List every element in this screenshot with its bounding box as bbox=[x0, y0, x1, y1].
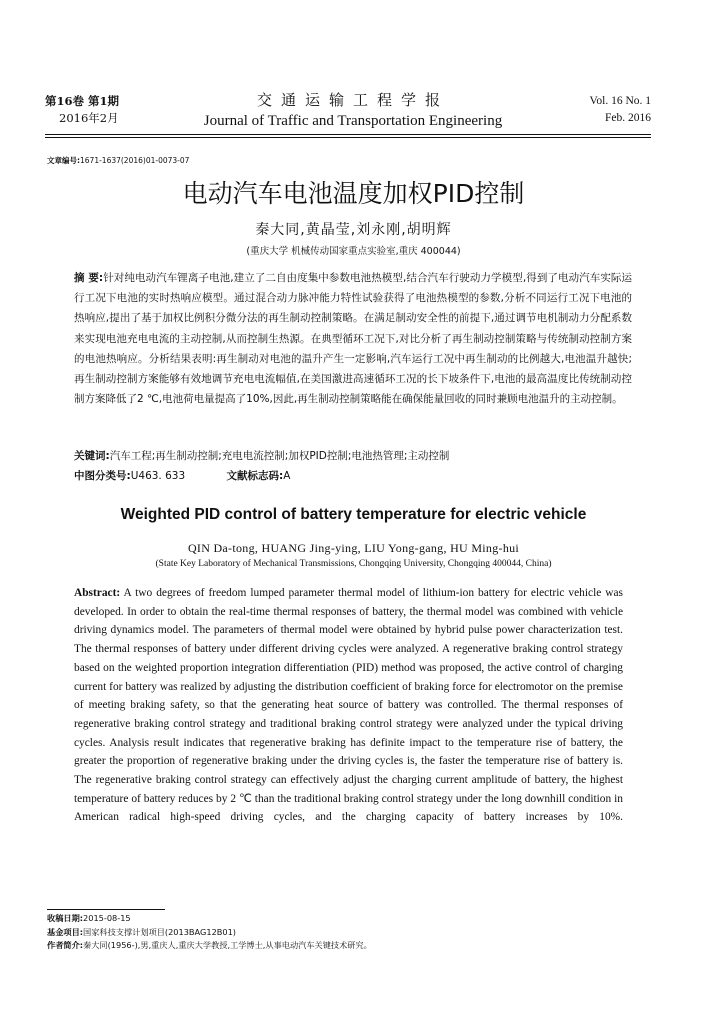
abstract-cn bbox=[74, 268, 632, 409]
abstract-en-label: Abstract: bbox=[74, 587, 121, 599]
paper-title-cn: 电动汽车电池温度加权PID控制 bbox=[182, 179, 525, 208]
volume-issue-cn: 第16卷 第1期 bbox=[45, 94, 120, 108]
abstract-en-text: A two degrees of freedom lumped parameter thermal model of lithium-ion battery for electric vehicle was developed. In order to obtain the real-time thermal responses of battery, the thermal model was combined with vehicle driving dynamics model. The parameters of thermal model were obtained by hybrid pulse power characterization test. The thermal responses of battery under different driving cycles were analyzed. A regenerative braking control strategy based on the weighted proportion integration differentiation (PID) method was proposed, the active control of charging current for battery was realized by adjusting the distribution coefficient of braking force for electromotor on the premise of meeting braking safety, so that the generating heat source of battery was controlled. The thermal responses of regenerative braking control strategy and traditional braking control strategy were analyzed under the typical driving cycles. Analysis result indicates that regenerative braking has definite impact to the temperature rise of battery, the greater the proportion of regenerative braking under the driving cycles is, the faster the temperature rise of battery is. The regenerative braking control strategy can effectively adjust the charging current amplitude of battery, the highest temperature of battery reduces by 2 ℃ than the traditional braking control strategy under the long downhill condition in American radical high-speed driving cycles, and the charging capacity of battery increases by 10%. bbox=[74, 587, 623, 824]
authors-cn: 秦大同,黄晶莹,刘永刚,胡明辉 bbox=[255, 222, 452, 238]
authors-en: QIN Da-tong, HUANG Jing-ying, LIU Yong-gang, HU Ming-hui bbox=[187, 541, 520, 555]
author-bio-value: 秦大同(1956-),男,重庆人,重庆大学教授,工学博士,从事电动汽车关键技术研究。 bbox=[83, 940, 372, 950]
footnote-author bbox=[47, 939, 372, 953]
doc-code-label: 文献标志码: bbox=[226, 470, 284, 482]
date-en: Feb. 2016 bbox=[605, 112, 651, 124]
volume-issue-en: Vol. 16 No. 1 bbox=[589, 95, 651, 107]
journal-name-en: Journal of Traffic and Transportation Engineering bbox=[203, 113, 503, 129]
classification-line bbox=[74, 466, 632, 486]
doc-code-value: A bbox=[283, 470, 291, 482]
journal-volume-cn bbox=[45, 93, 119, 127]
affiliation-en: (State Key Laboratory of Mechanical Transmissions, Chongqing University, Chongqing 400044, China) bbox=[155, 559, 552, 569]
clc-label: 中图分类号: bbox=[74, 470, 131, 482]
abstract-en bbox=[74, 584, 623, 827]
footnotes bbox=[47, 912, 372, 953]
keywords-cn-text: 汽车工程;再生制动控制;充电电流控制;加权PID控制;电池热管理;主动控制 bbox=[109, 450, 450, 462]
header-rule-thick bbox=[45, 134, 651, 135]
article-number-label: 文章编号: bbox=[47, 156, 80, 165]
affiliation-cn: (重庆大学 机械传动国家重点实验室,重庆 400044) bbox=[246, 246, 461, 257]
article-number-value: 1671-1637(2016)01-0073-07 bbox=[80, 156, 190, 165]
footnote-rule bbox=[47, 909, 165, 910]
footnote-funding bbox=[47, 926, 372, 940]
abstract-cn-label: 摘 要: bbox=[74, 272, 104, 284]
header-rule-thin bbox=[45, 137, 651, 138]
paper-title-en: Weighted PID control of battery temperature for electric vehicle bbox=[120, 506, 587, 523]
article-number bbox=[47, 155, 189, 166]
journal-volume-en bbox=[590, 93, 651, 127]
received-label: 收稿日期: bbox=[47, 913, 84, 923]
funding-value: 国家科技支撑计划项目(2013BAG12B01) bbox=[83, 926, 237, 937]
received-value: 2015-08-15 bbox=[83, 913, 131, 923]
funding-label: 基金项目: bbox=[47, 926, 84, 937]
journal-name-cn: 交通运输工程学报 bbox=[256, 91, 449, 109]
journal-title-block bbox=[178, 90, 528, 131]
keywords-cn bbox=[74, 446, 632, 466]
abstract-cn-text: 针对纯电动汽车锂离子电池,建立了二自由度集中参数电池热模型,结合汽车行驶动力学模型,得到了电动汽车实际运行工况下电池的实时热响应模型。通过混合动力脉冲能力特性试验获得了电池热模型的参数,分析不同运行工况下电池的热响应,提出了基于加权比例积分微分法的再生制动控制策略。在满足制动安全性的前提下,通过调节电机制动力分配系数来实现电池充电电流的主动控制,从而控制生热源。在典型循环工况下,对比分析了再生制动控制策略与传统制动控制方案的电池热响应。分析结果表明:再生制动对电池的温升产生一定影响,汽车运行工况中再生制动的比例越大,电池温升越快;再生制动控制方案能够有效地调节充电电流幅值,在美国激进高速循环工况的长下坡条件下,电池的最高温度比传统制动控制方案降低了2 ℃,电池荷电量提高了10%,因此,再生制动控制策略能在确保能量回收的同时兼顾电池温升的主动控制。 bbox=[74, 272, 632, 406]
clc-value: U463. 633 bbox=[130, 470, 186, 482]
date-cn: 2016年2月 bbox=[59, 111, 119, 125]
footnote-received bbox=[47, 912, 372, 926]
keywords-cn-label: 关键词: bbox=[74, 450, 110, 462]
author-bio-label: 作者简介: bbox=[47, 940, 84, 950]
